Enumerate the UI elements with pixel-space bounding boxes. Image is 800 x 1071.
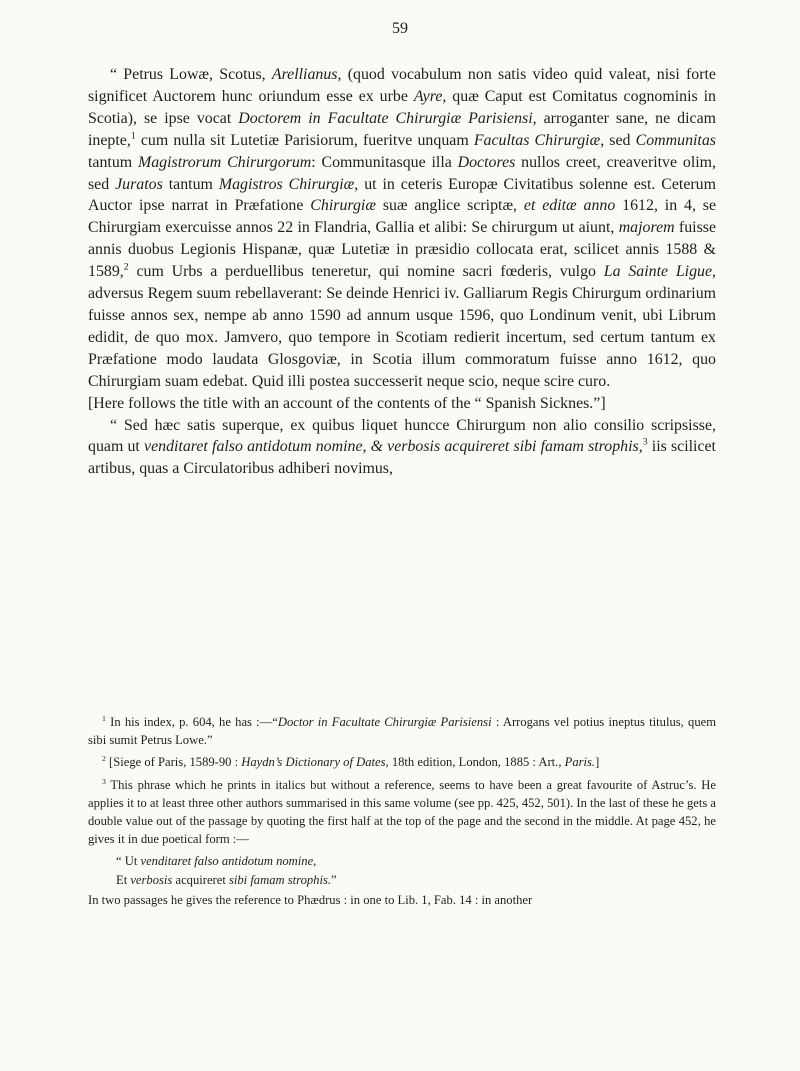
footnote-3: $^3$ This phrase which he prints in italics but without a reference, seems to have been a great favourite of Astruc’s. He applies it to at least three other authors summarised in this same volume (see pp. 425, 452, 501). In the last of these he gets a double value out of the passage by quoting the first half at the top of the page and the second in the middle. At page 452, he gives it in due poetical form :— [88,776,716,847]
main-text [88,64,716,480]
bracket-note: [Here follows the title with an account of the contents of the “ Spanish Sicknes.”] [88,394,606,412]
verse-line-1: “ Ut venditaret falso antidotum nomine, [116,854,317,869]
footnote-3-continued: In two passages he gives the reference to Phædrus : in one to Lib. 1, Fab. 14 : in another [88,892,533,907]
page-number: 59 [392,20,408,37]
paragraph-2: “ Sed hæc satis superque, ex quibus liquet huncce Chirurgum non alio consilio scripsisse, quam ut venditaret falso antidotum nomine, & verbosis acquireret sibi famam strophis,$^3$ iis scilicet artibus, quas a Circulatoribus adhiberi novimus, [88,416,716,478]
footnote-1: $^1$ In his index, p. 604, he has :—“Doctor in Facultate Chirurgiæ Parisiensi : Arrogans vel potius ineptus titulus, quem sibi sumit Petrus Lowe.” [88,713,716,748]
verse-line-2: Et verbosis acquireret sibi famam strophis.” [116,872,337,887]
footnote-ref-3: 3 [642,437,648,449]
footnote-2: $^2$ [Siege of Paris, 1589-90 : Haydn’s Dictionary of Dates, 18th edition, London, 1885 : Art., Paris.] [102,754,600,770]
footnote-ref-1: 1 [130,130,136,142]
footnote-ref-2: 2 [123,261,129,273]
footnotes [88,713,716,913]
paragraph-1: “ Petrus Lowæ, Scotus, Arellianus, (quod vocabulum non satis video quid valeat, nisi forte significet Auctorem hunc oriundum esse ex urbe Ayre, quæ Caput est Comitatus cognominis in Scotia), se ipse vocat Doctorem in Facultate Chirurgiæ Parisiensi, arroganter sane, ne dicam inepte,$^1$ cum nulla sit Lutetiæ Parisiorum, fueritve unquam Facultas Chirurgiæ, sed Communitas tantum Magistrorum Chirurgorum: Communitasque illa Doctores nullos creet, creaveritve olim, sed Juratos tantum Magistros Chirurgiæ, ut in ceteris Europæ Civitatibus solenne est. Ceterum Auctor ipse narrat in Præfatione Chirurgiæ suæ anglice scriptæ, et editæ anno 1612, in 4, se Chirurgiam exercuisse annos 22 in Flandria, Gallia et alibi: Se chirurgum ut aiunt, majorem fuisse annis duobus Legionis Hispanæ, quæ Lutetiæ in præsidio collocata erat, scilicet annis 1588 & 1589,$^2$ cum Urbs a perduellibus teneretur, qui nomine sacri fœderis, vulgo La Sainte Ligue, adversus Regem suum rebellaverant: Se deinde Henrici iv. Galliarum Regis Chirurgum ordinarium fuisse annos sex, nempe ab anno 1590 ad annum usque 1596, quo Londinum venit, ubi Librum edidit, de quo mox. Jamvero, quo tempore in Scotiam redierit incertum, sed certum tantum ex Præfatione modo laudata Glosgoviæ, in Scotia illum commoratum fuisse anno 1612, quo Chirurgiam suam edebat. Quid illi postea successerit neque scio, neque scire curo. [88,66,717,390]
